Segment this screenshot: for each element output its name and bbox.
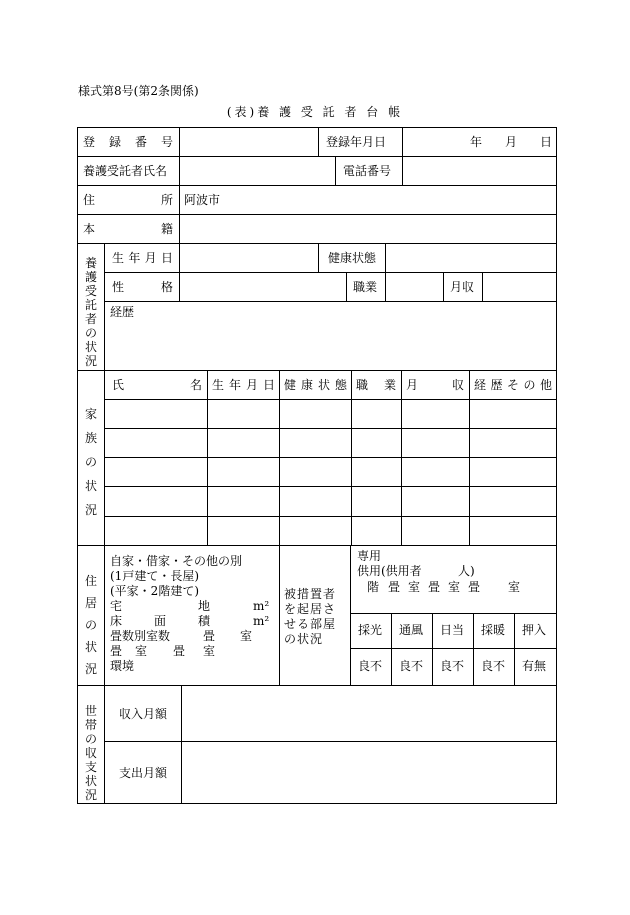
registration-number-label: 登 録 番 号: [83, 135, 173, 149]
date-day-label: 日: [540, 135, 553, 149]
occupation-label: 職業: [353, 280, 378, 294]
family-header-history: 経 歴 そ の 他: [474, 378, 552, 392]
family-header-birth: 生 年 月 日: [212, 378, 275, 392]
tatami-1: 畳: [203, 629, 216, 643]
room-room-3: 室: [508, 580, 521, 594]
floor-area-unit: m²: [253, 614, 270, 628]
housing-floor-area: 床 面 積: [110, 614, 210, 628]
registration-date-label: 登録年月日: [326, 135, 387, 149]
foster-name-label: 養護受託者氏名: [83, 164, 168, 178]
family-header-job: 職 業: [356, 378, 396, 392]
household-finance-section-label: 世 帯 の 収 支 状 況: [84, 704, 97, 802]
monthly-income-amount-label: 収入月額: [119, 707, 168, 721]
room-shared: 供用(供用者: [357, 564, 422, 578]
date-year-label: 年: [470, 135, 483, 149]
phone-label: 電話番号: [343, 164, 392, 178]
room-condition-label: 被措置者を起居させる部屋の状況: [284, 587, 337, 646]
birth-date-label: 生 年 月 日: [112, 251, 173, 265]
room-1: 室: [240, 629, 253, 643]
room-room-2: 室: [448, 580, 461, 594]
housing-type: 自家・借家・その他の別: [110, 554, 243, 568]
domicile-label: 本 籍: [83, 222, 173, 236]
monthly-income-label: 月収: [450, 280, 475, 294]
history-label: 経歴: [110, 305, 135, 319]
cond-value-sunlight: 良不: [440, 659, 465, 673]
tatami-room-count: 畳数別室数: [110, 629, 171, 643]
cond-header-heating: 採暖: [481, 623, 506, 637]
cond-value-heating: 良不: [481, 659, 506, 673]
housing-floors: (平家・2階建て): [110, 584, 199, 598]
tatami-3: 畳: [173, 644, 186, 658]
housing-status-section-label: 住 居 の 状 況: [84, 574, 97, 676]
cond-value-light: 良不: [358, 659, 383, 673]
address-label: 住 所: [83, 193, 173, 207]
date-month-label: 月: [505, 135, 518, 149]
form-number: 様式第8号(第2条関係): [78, 84, 199, 98]
cond-header-sunlight: 日当: [440, 623, 465, 637]
sex-label: 性 格: [112, 280, 173, 294]
address-value: 阿波市: [184, 193, 221, 207]
cond-header-ventilation: 通風: [399, 623, 424, 637]
room-3: 室: [203, 644, 216, 658]
housing-land: 宅 地: [110, 599, 210, 613]
room-tatami-2: 畳: [428, 580, 441, 594]
housing-environment: 環境: [110, 659, 135, 673]
family-header-income: 月 収: [406, 378, 464, 392]
cond-value-closet: 有無: [522, 659, 547, 673]
room-tatami-1: 畳: [388, 580, 401, 594]
foster-status-section-label: 養 護 受 託 者 の 状 況: [84, 256, 97, 368]
room-room-1: 室: [408, 580, 421, 594]
room-2: 室: [135, 644, 148, 658]
housing-building: (1戸建て・長屋): [110, 569, 199, 583]
health-label: 健康状態: [328, 251, 377, 265]
room-shared-persons: 人): [458, 564, 475, 578]
room-tatami-3: 畳: [468, 580, 481, 594]
form-title: (表)養 護 受 託 者 台 帳: [226, 105, 404, 119]
land-unit: m²: [253, 599, 270, 613]
cond-value-ventilation: 良不: [399, 659, 424, 673]
monthly-expense-amount-label: 支出月額: [119, 766, 168, 780]
room-floor: 階: [367, 580, 380, 594]
tatami-2: 畳: [110, 644, 123, 658]
room-dedicated: 専用: [357, 549, 382, 563]
family-header-health: 健 康 状 態: [284, 378, 347, 392]
family-header-name: 氏 名: [112, 378, 202, 392]
cond-header-closet: 押入: [522, 623, 547, 637]
family-status-section-label: 家 族 の 状 況: [84, 407, 97, 517]
cond-header-light: 採光: [358, 623, 383, 637]
